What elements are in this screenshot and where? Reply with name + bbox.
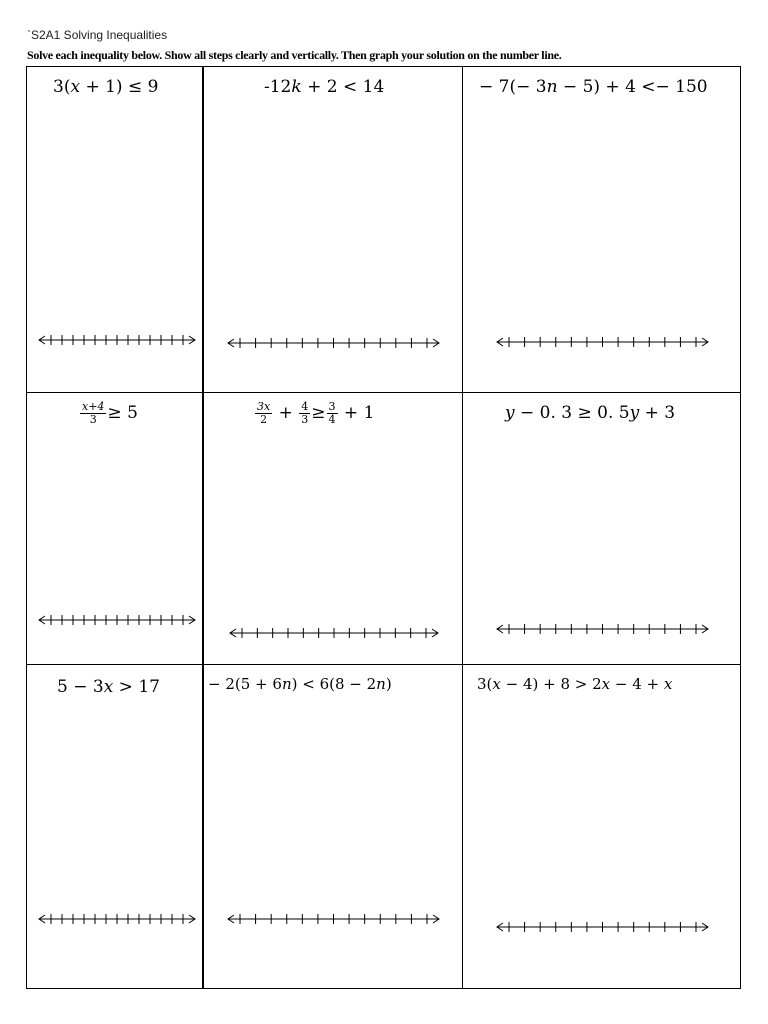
inequality-7: 5 − 3x > 17 bbox=[57, 677, 160, 697]
number-line-7[interactable] bbox=[37, 911, 197, 927]
inequality-8: − 2(5 + 6n) < 6(8 − 2n) bbox=[208, 675, 392, 693]
number-line-3[interactable] bbox=[495, 334, 710, 350]
inequality-9: 3(x − 4) + 8 > 2x − 4 + x bbox=[477, 675, 673, 693]
problem-cell-2 bbox=[204, 67, 463, 393]
number-line-8[interactable] bbox=[226, 911, 441, 927]
worksheet-title: `S2A1 Solving Inequalities bbox=[27, 28, 168, 42]
problem-cell-3 bbox=[463, 67, 740, 393]
problem-cell-7 bbox=[27, 665, 204, 988]
problem-cell-4 bbox=[27, 393, 204, 665]
inequality-4: $\frac{x+4}{3}$ ≥ 5 bbox=[82, 400, 138, 426]
number-line-2[interactable] bbox=[226, 335, 441, 351]
problem-cell-8 bbox=[204, 665, 463, 988]
number-line-4[interactable] bbox=[37, 612, 197, 628]
inequality-6: y − 0. 3 ≥ 0. 5y + 3 bbox=[505, 403, 676, 423]
number-line-9[interactable] bbox=[495, 919, 710, 935]
inequality-5: $\frac{3x}{2}$ + $\frac{4}{3}$ ≥ $\frac{3}{4}$ + 1 bbox=[257, 400, 375, 426]
inequality-1: 3(x + 1) ≤ 9 bbox=[53, 77, 159, 97]
problem-cell-5 bbox=[204, 393, 463, 665]
problem-cell-1 bbox=[27, 67, 204, 393]
number-line-1[interactable] bbox=[37, 332, 197, 348]
inequality-3: − 7(− 3n − 5) + 4 <− 150 bbox=[479, 77, 708, 97]
problem-cell-6 bbox=[463, 393, 740, 665]
number-line-6[interactable] bbox=[495, 621, 710, 637]
inequality-2: -12k + 2 < 14 bbox=[264, 77, 385, 97]
instructions-text: Solve each inequality below. Show all steps clearly and vertically. Then graph your solution on the number line. bbox=[27, 48, 562, 62]
problem-cell-9 bbox=[463, 665, 740, 988]
number-line-5[interactable] bbox=[228, 625, 440, 641]
problem-grid bbox=[26, 66, 741, 989]
